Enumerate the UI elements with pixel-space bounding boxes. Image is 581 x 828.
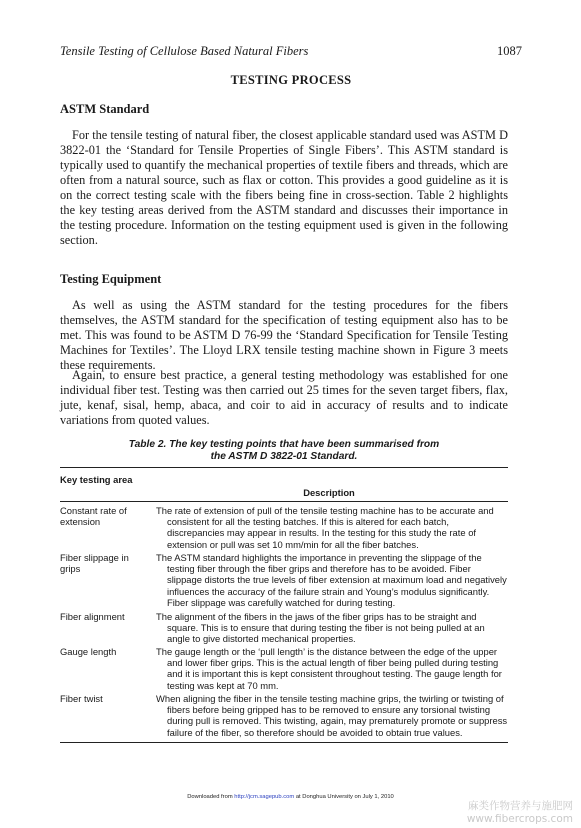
table-bottom-rule [60,742,508,743]
table-cell-description: The rate of extension of pull of the tensile testing machine has to be accurate and consistent for all the testing batches. If this is altered for each batch, discrepancies may appear in results. In the testing for this study the rate of extension or pull was set 10 mm/min for all the fiber batches. [156,505,494,550]
table-caption-line-1: Table 2. The key testing points that have been summarised from [128,439,440,450]
table-cell-area: Fiber slippage in grips [60,552,129,575]
table-cell-description: When aligning the fiber in the tensile testing machine grips, the twirling or twisting of fibers before being gripped has to be removed to ensure any torsional twisting during pull is removed. This twisting, again, may prematurely promote or suppress failure of the fiber, so therefore should be avoided to obtain true values. [156,693,508,738]
table-cell-area: Gauge length [60,646,117,657]
watermark-line-2: www.fibercrops.com [466,813,573,825]
watermark [467,800,573,826]
footer-link[interactable]: http://jcm.sagepub.com [234,794,295,800]
footer-suffix: at Donghua University on July 1, 2010 [294,794,394,800]
table-cell-area: Constant rate of extension [60,505,127,528]
table-cell-description: The gauge length or the ‘pull length’ is the distance between the edge of the upper and lower fiber grips. This is the actual length of fiber being pulled during testing and it is important this is kept consistent throughout testing. The gauge length for testing was kept at 70 mm. [156,646,502,691]
table-caption-line-2: the ASTM D 3822-01 Standard. [210,451,358,462]
table-cell-description: The alignment of the fibers in the jaws of the fiber grips has to be straight and square. This is to ensure that during testing the fiber is not being pulled at an angle to give distorted mechanical properties. [156,611,485,645]
astm-standard-paragraph: For the tensile testing of natural fiber, the closest applicable standard used was ASTM D 3822-01 the ‘Standard for Tensile Properties of Single Fibers’. This ASTM standard is typically used to quantify the mechanical properties of textile fibers and threads, which are often from a natural source, such as flax or cotton. This provides a good guideline as it is on the correct testing scale with the fibers being fine in cross-section. Table 2 highlights the key testing areas derived from the ASTM standard and discusses their importance in the testing procedure. Information on the testing equipment used is given in the following section. [60,128,508,247]
table-cell-area: Fiber twist [60,693,103,704]
table-top-rule [60,467,508,468]
table-cell-area: Fiber alignment [60,611,125,622]
table-header-key-area: Key testing area [60,474,133,485]
running-title: Tensile Testing of Cellulose Based Natural Fibers [60,44,309,58]
table-caption [60,439,508,463]
table-header-rule [60,501,508,502]
table-cell-description: The ASTM standard highlights the importance in preventing the slippage of the testing fiber through the fiber grips and therefore has to be avoided. Fiber slippage distorts the true levels of fiber extension at maximum load and negatively influences the accuracy of the failure strain and Young’s modulus significantly. Fiber slippage was carefully watched for during testing. [156,552,507,608]
testing-equipment-paragraph-2: Again, to ensure best practice, a general testing methodology was established for one individual fiber test. Testing was then carried out 25 times for the seven target fibers, flax, jute, kenaf, sisal, hemp, abaca, and coir to aid in accuracy of results and to indicate variations from quoted values. [60,368,508,427]
page-number: 1087 [497,44,522,58]
watermark-line-1: 麻类作物营养与施肥网 [468,800,573,812]
astm-standard-heading: ASTM Standard [60,102,150,116]
table-header-description: Description [303,487,355,498]
testing-equipment-paragraph-1: As well as using the ASTM standard for the testing procedures for the fibers themselves, the ASTM standard for the specification of testing equipment also has to be met. This was found to be ASTM D 76-99 the ‘Standard Specification for Tensile Testing Machines for Textiles’. The Lloyd LRX tensile testing machine shown in Figure 3 meets these requirements. [60,298,508,372]
running-head [60,44,522,60]
footer-prefix: Downloaded from [187,794,235,800]
section-title: TESTING PROCESS [230,73,352,87]
testing-equipment-heading: Testing Equipment [60,272,162,286]
